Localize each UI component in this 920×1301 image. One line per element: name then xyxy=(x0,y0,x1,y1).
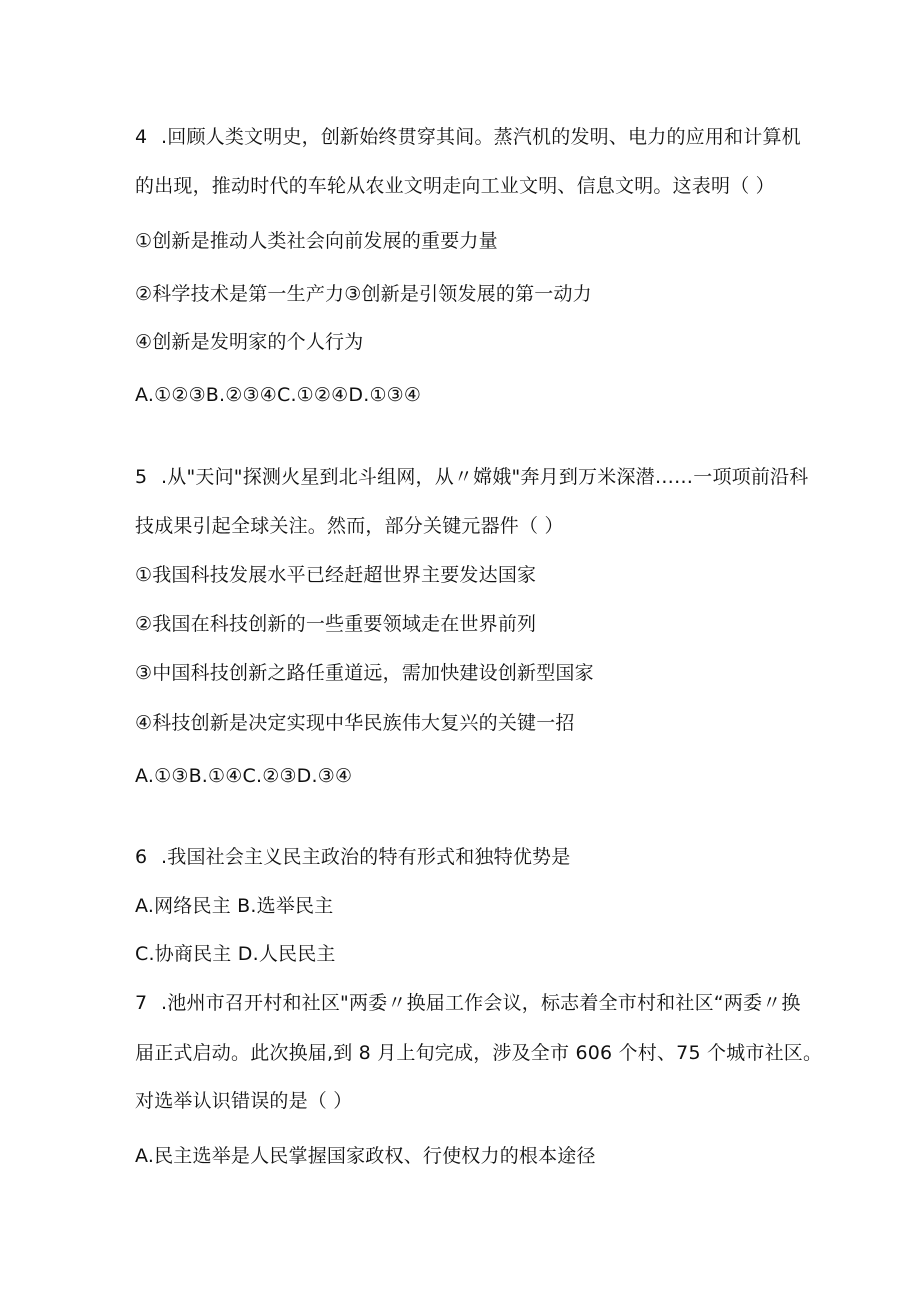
question-4-stem-line-2: 的出现，推动时代的车轮从农业文明走向工业文明、信息文明。这表明（ ） xyxy=(135,175,775,197)
question-text: .从"天问"探测火星到北斗组网，从〃嫦娥"奔月到万米深潜……一项项前沿科 xyxy=(161,466,809,488)
question-7-stem-line-3: 对选举认识错误的是（ ） xyxy=(135,1090,353,1112)
question-5-statement-1: ①我国科技发展水平已经赶超世界主要发达国家 xyxy=(135,564,537,586)
question-number: 7 xyxy=(135,992,148,1014)
question-7-stem-line-2: 届正式启动。此次换届,到 8 月上旬完成，涉及全市 606 个村、75 个城市社区。 xyxy=(135,1042,823,1064)
question-text: .我国社会主义民主政治的特有形式和独特优势是 xyxy=(161,846,571,868)
question-number: 4 xyxy=(135,126,148,148)
question-6-options-2: C.协商民主 D.人民民主 xyxy=(135,943,336,965)
question-5-options: A.①③B.①④C.②③D.③④ xyxy=(135,765,353,787)
question-text: .回顾人类文明史，创新始终贯穿其间。蒸汽机的发明、电力的应用和计算机 xyxy=(161,126,801,148)
question-number: 6 xyxy=(135,846,148,868)
question-4-statement-2: ②科学技术是第一生产力③创新是引领发展的第一动力 xyxy=(135,283,592,305)
question-5-stem-line-2: 技成果引起全球关注。然而，部分关键元器件（ ） xyxy=(135,515,564,537)
question-4-statement-3: ④创新是发明家的个人行为 xyxy=(135,331,364,353)
question-5-stem-line-1 xyxy=(135,465,808,489)
question-number: 5 xyxy=(135,466,148,488)
question-4-statement-1: ①创新是推动人类社会向前发展的重要力量 xyxy=(135,230,498,252)
question-5-statement-2: ②我国在科技创新的一些重要领域走在世界前列 xyxy=(135,613,537,635)
question-4-stem-line-1 xyxy=(135,125,801,149)
question-5-statement-4: ④科技创新是决定实现中华民族伟大复兴的关键一招 xyxy=(135,712,575,734)
question-text: .池州市召开村和社区"两委〃换届工作会议，标志着全市村和社区“两委〃换 xyxy=(161,992,801,1014)
question-6-stem-line-1 xyxy=(135,845,570,869)
question-7-stem-line-1 xyxy=(135,991,801,1015)
question-4-options: A.①②③B.②③④C.①②④D.①③④ xyxy=(135,384,422,406)
question-6-options-1: A.网络民主 B.选举民主 xyxy=(135,895,334,917)
question-7-option-a: A.民主选举是人民掌握国家政权、行使权力的根本途径 xyxy=(135,1145,596,1167)
question-5-statement-3: ③中国科技创新之路任重道远，需加快建设创新型国家 xyxy=(135,662,594,684)
